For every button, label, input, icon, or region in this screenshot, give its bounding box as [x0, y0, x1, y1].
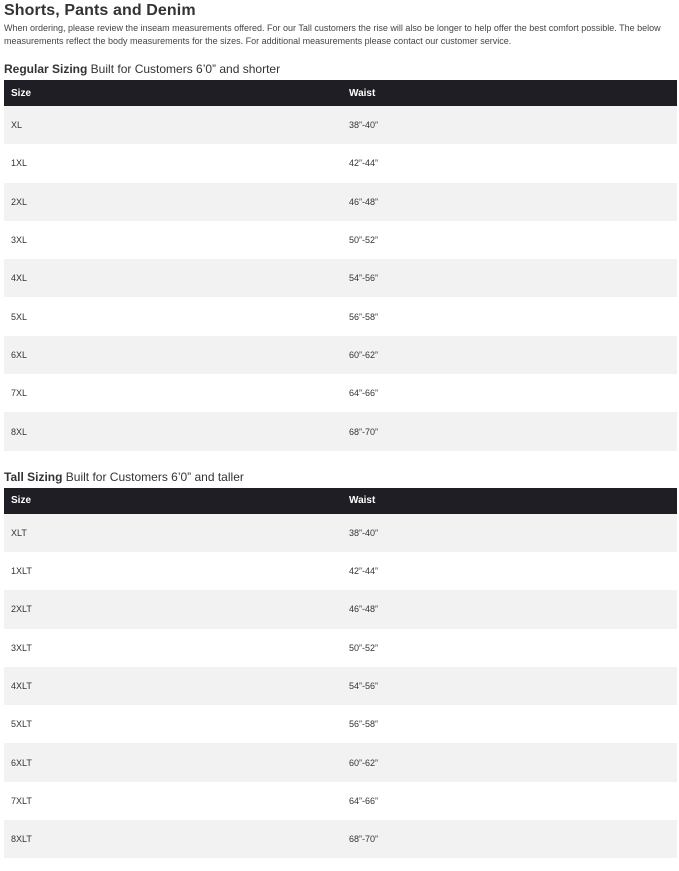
waist-cell: 50”-52”	[342, 221, 677, 259]
size-cell: 2XLT	[4, 590, 342, 628]
size-cell: 7XL	[4, 374, 342, 412]
waist-cell: 38”-40”	[342, 106, 677, 144]
regular-sizing-heading-bold: Regular Sizing	[4, 62, 88, 76]
size-cell: 6XL	[4, 336, 342, 374]
table-row	[4, 144, 677, 182]
table-header-row	[4, 80, 677, 106]
table-row	[4, 552, 677, 590]
waist-cell: 56”-58”	[342, 297, 677, 335]
size-cell: XL	[4, 106, 342, 144]
waist-cell: 60”-62”	[342, 743, 677, 781]
intro-paragraph: When ordering, please review the inseam measurements offered. For our Tall customers the rise will also be longer to help offer the best comfort possible. The below measurements reflect the body measurements for the sizes. For additional measurements please contact our customer service.	[4, 23, 661, 46]
page-title: Shorts, Pants and Denim	[4, 2, 196, 19]
tall-sizing-heading-rest: Built for Customers 6’0” and taller	[62, 469, 244, 484]
size-cell: 3XLT	[4, 629, 342, 667]
table-row	[4, 297, 677, 335]
waist-cell: 60”-62”	[342, 336, 677, 374]
table-row	[4, 514, 677, 552]
table-row	[4, 221, 677, 259]
waist-cell: 64”-66”	[342, 782, 677, 820]
regular-size-table	[4, 80, 677, 451]
size-cell: 8XL	[4, 412, 342, 450]
table-row	[4, 412, 677, 450]
size-cell: 1XL	[4, 144, 342, 182]
table-row	[4, 782, 677, 820]
regular-sizing-heading	[4, 61, 676, 78]
table-row	[4, 590, 677, 628]
waist-cell: 54”-56”	[342, 259, 677, 297]
table-row	[4, 374, 677, 412]
table-row	[4, 629, 677, 667]
column-header-waist: Waist	[342, 488, 677, 514]
table-row	[4, 183, 677, 221]
size-cell: 6XLT	[4, 743, 342, 781]
waist-cell: 42”-44”	[342, 552, 677, 590]
waist-cell: 68”-70”	[342, 820, 677, 858]
table-row	[4, 106, 677, 144]
size-cell: 8XLT	[4, 820, 342, 858]
waist-cell: 54”-56”	[342, 667, 677, 705]
size-cell: 3XL	[4, 221, 342, 259]
waist-cell: 42”-44”	[342, 144, 677, 182]
tall-size-table	[4, 488, 677, 859]
table-header-row	[4, 488, 677, 514]
column-header-size: Size	[4, 488, 342, 514]
size-cell: 5XLT	[4, 705, 342, 743]
regular-sizing-heading-rest: Built for Customers 6’0” and shorter	[87, 62, 281, 76]
size-cell: 2XL	[4, 183, 342, 221]
table-row	[4, 743, 677, 781]
table-row	[4, 259, 677, 297]
table-row	[4, 820, 677, 858]
waist-cell: 38”-40”	[342, 514, 677, 552]
size-cell: 5XL	[4, 297, 342, 335]
size-cell: 7XLT	[4, 782, 342, 820]
tall-sizing-heading-bold: Tall Sizing	[4, 469, 63, 484]
table-row	[4, 336, 677, 374]
table-row	[4, 705, 677, 743]
size-cell: 1XLT	[4, 552, 342, 590]
waist-cell: 56”-58”	[342, 705, 677, 743]
column-header-size: Size	[4, 80, 342, 106]
waist-cell: 64”-66”	[342, 374, 677, 412]
waist-cell: 50”-52”	[342, 629, 677, 667]
table-row	[4, 667, 677, 705]
waist-cell: 68”-70”	[342, 412, 677, 450]
size-cell: 4XLT	[4, 667, 342, 705]
column-header-waist: Waist	[342, 80, 677, 106]
waist-cell: 46”-48”	[342, 183, 677, 221]
tall-sizing-heading	[4, 469, 676, 486]
size-cell: 4XL	[4, 259, 342, 297]
size-cell: XLT	[4, 514, 342, 552]
waist-cell: 46”-48”	[342, 590, 677, 628]
